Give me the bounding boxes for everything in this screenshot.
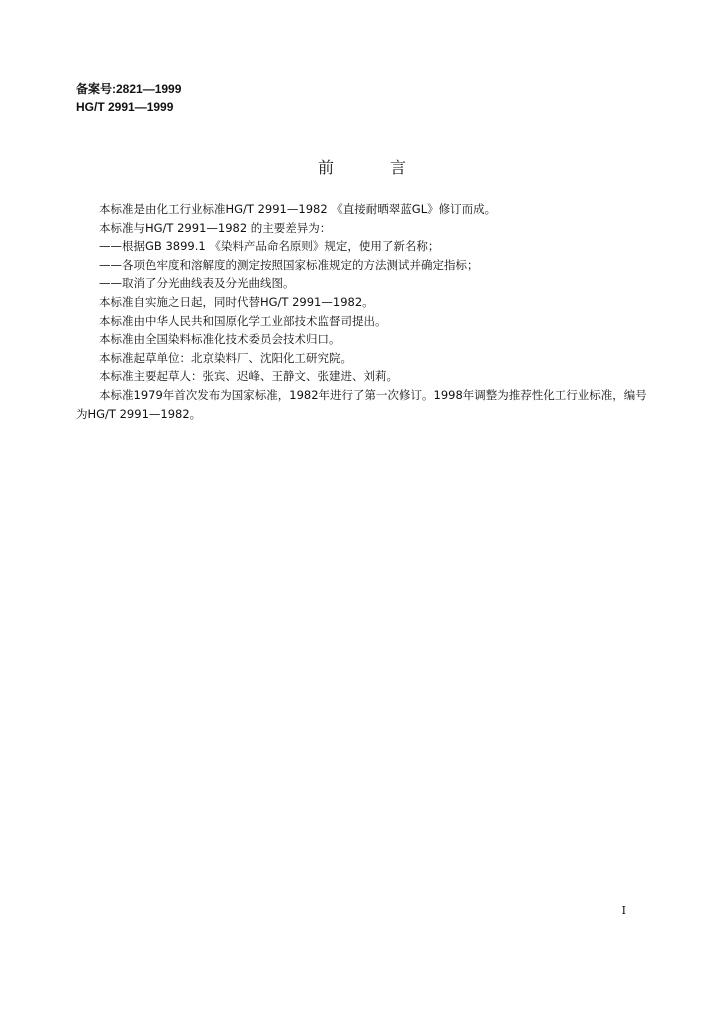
paragraph: 本标准主要起草人：张宾、迟峰、王静文、张建进、刘莉。: [99, 369, 398, 384]
list-item: ——各项色牢度和溶解度的测定按照国家标准规定的方法测试并确定指标；: [99, 257, 479, 272]
paragraph: 本标准1979年首次发布为国家标准，1982年进行了第一次修订。1998年调整为推荐性化工行业标准，编号为HG/T 2991—1982。: [76, 387, 647, 421]
paragraph: 本标准由全国染料标准化技术委员会技术归口。: [99, 332, 341, 347]
paragraph: 本标准自实施之日起，同时代替HG/T 2991—1982。: [99, 294, 374, 309]
section-title: 前言: [317, 158, 462, 177]
list-item: ——根据GB 3899.1 《染料产品命名原则》规定，使用了新名称；: [99, 239, 440, 254]
paragraph: 本标准与HG/T 2991—1982 的主要差异为：: [99, 220, 332, 235]
record-number: 备案号:2821—1999: [76, 82, 182, 96]
document-header: [76, 80, 181, 116]
paragraph: 本标准由中华人民共和国原化学工业部技术监督司提出。: [99, 313, 387, 328]
foreword-body: [76, 200, 648, 423]
paragraph: 本标准是由化工行业标准HG/T 2991—1982 《直接耐晒翠蓝GL》修订而成。: [99, 202, 497, 216]
page-number: I: [621, 904, 626, 917]
standard-number: HG/T 2991—1999: [76, 100, 174, 114]
list-item: ——取消了分光曲线表及分光曲线图。: [99, 276, 295, 291]
paragraph: 本标准起草单位：北京染料厂、沈阳化工研究院。: [99, 350, 352, 365]
